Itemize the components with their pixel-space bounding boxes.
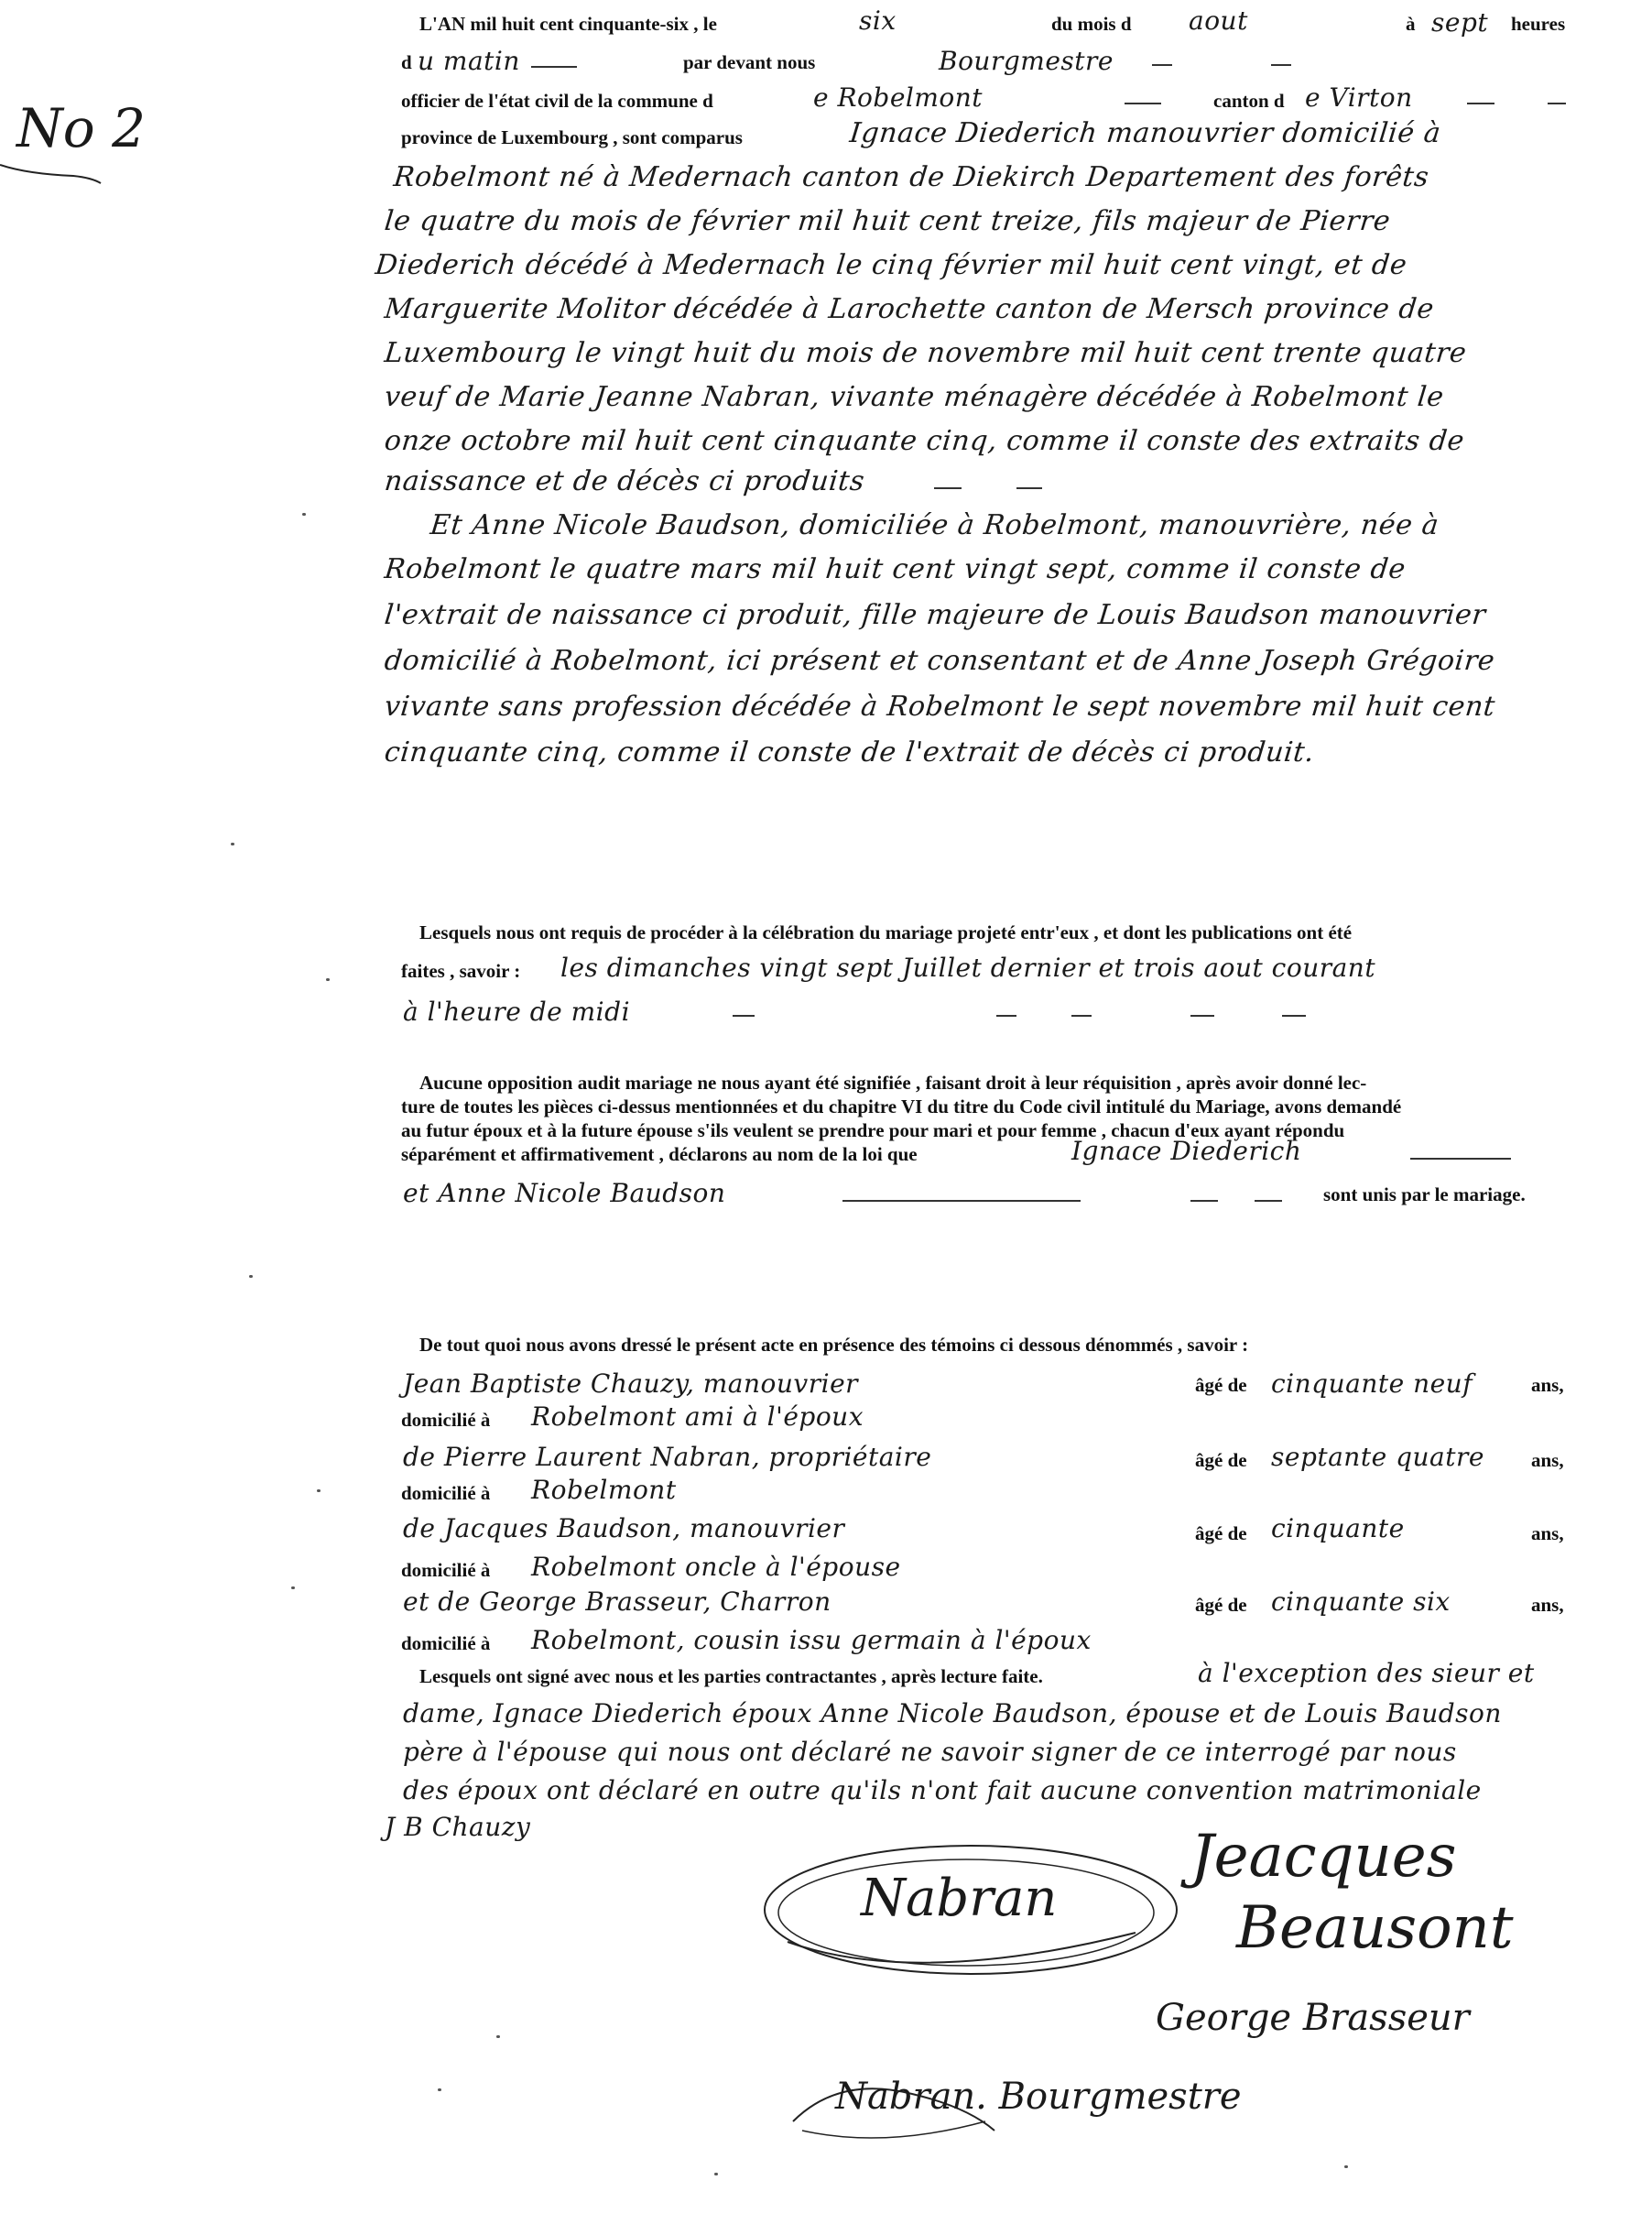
printed-canton: canton d	[1213, 90, 1285, 112]
hand-bride-line-4: domicilié à Robelmont, ici présent et consentant et de Anne Joseph Grégoire	[383, 645, 1497, 677]
hand-groom-line-2: Robelmont né à Medernach canton de Diekirch Departement des forêts	[392, 161, 1431, 193]
printed-line-month: du mois d	[1051, 13, 1132, 35]
printed-closing: Lesquels ont signé avec nous et les parties contractantes , après lecture faite.	[419, 1665, 1043, 1687]
printed-opposition-1: Aucune opposition audit mariage ne nous ayant été signifiée , faisant droit à leur réquisition , après avoir donné lec-	[419, 1072, 1367, 1094]
printed-line-year: L'AN mil huit cent cinquante-six , le	[419, 13, 717, 35]
printed-age-2: âgé de	[1195, 1449, 1247, 1471]
hand-bride-line-5: vivante sans profession décédée à Robelmont le sept novembre mil huit cent	[383, 691, 1497, 723]
hand-exception-4: des époux ont déclaré en outre qu'ils n'ont fait aucune convention matrimoniale	[403, 1775, 1482, 1805]
printed-par-devant-nous: par devant nous	[683, 51, 816, 73]
act-number: No 2	[16, 97, 147, 159]
hand-bride-name: et Anne Nicole Baudson	[403, 1178, 726, 1208]
printed-opposition-3: au futur époux et à la future épouse s'ils veulent se prendre pour mari et pour femme , chacun d'eux ayant répondu	[401, 1119, 1345, 1141]
hand-canton: e Virton	[1305, 82, 1413, 113]
printed-heures: heures	[1511, 13, 1566, 35]
printed-dom-2: domicilié à	[401, 1482, 491, 1504]
printed-age-3: âgé de	[1195, 1522, 1247, 1544]
printed-unis: sont unis par le mariage.	[1323, 1183, 1526, 1205]
printed-opposition-2: ture de toutes les pièces ci-dessus mentionnées et du chapitre VI du titre du Code civil intitulé du Mariage, avons demandé	[401, 1096, 1402, 1117]
hand-exception-2: dame, Ignace Diederich époux Anne Nicole Baudson, épouse et de Louis Baudson	[403, 1698, 1502, 1728]
hand-official: Bourgmestre	[939, 46, 1114, 76]
signature-jacques-1: Jeacques	[1190, 1823, 1457, 1891]
hand-groom-line-3: le quatre du mois de février mil huit cent treize, fils majeur de Pierre	[383, 205, 1393, 237]
printed-d: d	[401, 51, 412, 73]
hand-bride-line-3: l'extrait de naissance ci produit, fille majeure de Louis Baudson manouvrier	[383, 599, 1488, 631]
hand-groom-line-7: veuf de Marie Jeanne Nabran, vivante ménagère décédée à Robelmont le	[383, 381, 1446, 413]
printed-witness-intro: De tout quoi nous avons dressé le présent acte en présence des témoins ci dessous dénommés , savoir :	[419, 1334, 1249, 1356]
margin-flourish	[0, 137, 110, 192]
hand-groom-line-6: Luxembourg le vingt huit du mois de novembre mil huit cent trente quatre	[383, 337, 1469, 369]
hand-commune: e Robelmont	[813, 82, 984, 113]
printed-dom-3: domicilié à	[401, 1559, 491, 1581]
hand-groom-line-4: Diederich décédé à Medernach le cinq février mil huit cent vingt, et de	[374, 249, 1409, 281]
printed-opposition-4: séparément et affirmativement , déclarons au nom de la loi que	[401, 1143, 918, 1165]
hand-publications-1: les dimanches vingt sept Juillet dernier et trois aout courant	[560, 953, 1376, 983]
hand-bride-line-2: Robelmont le quatre mars mil huit cent vingt sept, comme il conste de	[383, 553, 1407, 585]
signature-jacques-2: Beausont	[1236, 1894, 1514, 1962]
hand-witness-1: Jean Baptiste Chauzy, manouvrier	[403, 1368, 859, 1399]
hand-witness-2-dom: Robelmont	[531, 1475, 677, 1505]
hand-witness-1-dom: Robelmont ami à l'époux	[531, 1401, 864, 1432]
hand-witness-2-age: septante quatre	[1271, 1442, 1484, 1472]
hand-groom-line-1: Ignace Diederich manouvrier domicilié à	[848, 117, 1443, 149]
printed-age-4: âgé de	[1195, 1594, 1247, 1616]
printed-publications: Lesquels nous ont requis de procéder à la célébration du mariage projeté entr'eux , et dont les publications ont été	[419, 921, 1353, 943]
hand-bride-line-1: Et Anne Nicole Baudson, domiciliée à Robelmont, manouvrière, née à	[429, 509, 1441, 541]
printed-ans-2: ans,	[1531, 1449, 1564, 1471]
printed-officier: officier de l'état civil de la commune d	[401, 90, 713, 112]
hand-groom-line-5: Marguerite Molitor décédée à Larochette canton de Mersch province de	[383, 293, 1436, 325]
signature-george-brasseur: George Brasseur	[1156, 1997, 1470, 2039]
printed-age-1: âgé de	[1195, 1374, 1247, 1396]
hand-hour: sept	[1431, 7, 1489, 38]
printed-province: province de Luxembourg , sont comparus	[401, 126, 743, 148]
printed-ans-1: ans,	[1531, 1374, 1564, 1396]
printed-dom-1: domicilié à	[401, 1409, 491, 1431]
hand-day: six	[859, 5, 897, 36]
hand-month: aout	[1189, 5, 1248, 36]
printed-dom-4: domicilié à	[401, 1632, 491, 1654]
hand-witness-3-dom: Robelmont oncle à l'épouse	[531, 1552, 901, 1582]
printed-ans-4: ans,	[1531, 1594, 1564, 1616]
hand-publications-2: à l'heure de midi	[403, 997, 631, 1027]
hand-witness-3-age: cinquante	[1271, 1513, 1405, 1543]
hand-witness-4: et de George Brasseur, Charron	[403, 1586, 831, 1617]
hand-exception-3: père à l'épouse qui nous ont déclaré ne savoir signer de ce interrogé par nous	[403, 1737, 1457, 1767]
hand-groom-line-8: onze octobre mil huit cent cinquante cinq, comme il conste des extraits de	[383, 425, 1466, 457]
signature-chauzy: J B Chauzy	[385, 1812, 531, 1842]
printed-a: à	[1406, 13, 1416, 35]
hand-witness-1-age: cinquante neuf	[1271, 1368, 1473, 1399]
hand-bride-line-6: cinquante cinq, comme il conste de l'extrait de décès ci produit.	[383, 736, 1317, 769]
printed-ans-3: ans,	[1531, 1522, 1564, 1544]
hand-witness-4-age: cinquante six	[1271, 1586, 1451, 1617]
hand-witness-4-dom: Robelmont, cousin issu germain à l'époux	[531, 1625, 1092, 1655]
hand-groom-name: Ignace Diederich	[1071, 1136, 1302, 1166]
printed-faites-savoir: faites , savoir :	[401, 960, 521, 982]
hand-morning: u matin	[418, 46, 520, 76]
hand-witness-2: de Pierre Laurent Nabran, propriétaire	[403, 1442, 932, 1472]
signature-nabran: Nabran	[861, 1869, 1058, 1928]
signature-mayor: Nabran. Bourgmestre	[835, 2076, 1242, 2118]
hand-exception-1: à l'exception des sieur et	[1198, 1658, 1535, 1688]
hand-witness-3: de Jacques Baudson, manouvrier	[403, 1513, 845, 1543]
hand-groom-line-9: naissance et de décès ci produits	[383, 465, 866, 497]
